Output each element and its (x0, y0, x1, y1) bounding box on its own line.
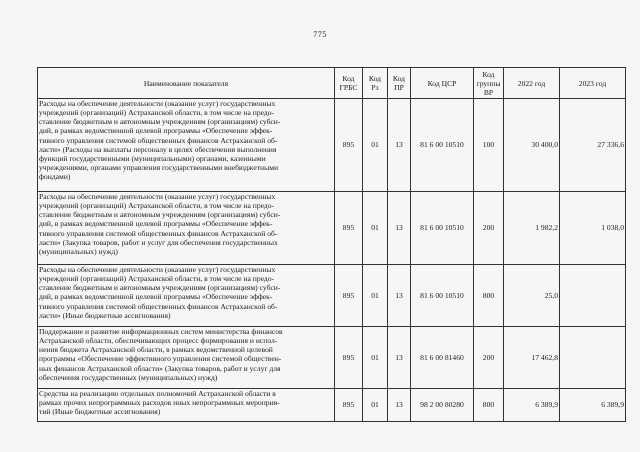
cell-rz: 01 (363, 192, 388, 265)
col-header-csr: Код ЦСР (411, 68, 474, 99)
budget-table (37, 67, 626, 422)
cell-2022: 6 389,9 (504, 389, 560, 422)
table-row (38, 265, 626, 327)
col-header-name: Наименование показателя (38, 68, 335, 99)
cell-rz: 01 (363, 389, 388, 422)
cell-2023 (560, 265, 626, 327)
cell-2023: 1 038,0 (560, 192, 626, 265)
cell-pr: 13 (388, 265, 411, 327)
cell-rz: 01 (363, 99, 388, 192)
cell-2023: 27 336,6 (560, 99, 626, 192)
cell-2022: 30 400,0 (504, 99, 560, 192)
cell-grbs: 895 (335, 389, 363, 422)
cell-pr: 13 (388, 192, 411, 265)
cell-pr: 13 (388, 327, 411, 389)
cell-grbs: 895 (335, 327, 363, 389)
cell-pr: 13 (388, 389, 411, 422)
cell-csr: 81 6 00 81460 (411, 327, 474, 389)
cell-name: Поддержание и развитие информационных систем министерства финансов Астраханской области, обеспечивающих процесс формирования и испол- нения бюджета Астраханской области, в рамках ведомственной целевой программы «Обеспечение эффективного управления системой обществен- ных финансов Астраханской области» (Закупка товаров, работ и услуг для обеспечения государственных (муниципальных) нужд) (38, 327, 335, 389)
cell-rz: 01 (363, 265, 388, 327)
col-header-vr: Код группы ВР (474, 68, 504, 99)
cell-name: Расходы на обеспечение деятельности (оказание услуг) государственных учреждений (организаций) Астраханской области, в том числе на предо- ставление бюджетным и автономным учреждениям (организациям) субси- дий, в рамках ведомственной целевой программы «Обеспечение эффек- тивного управления системой общественных финансов Астраханской об- ласти» (Закупка товаров, работ и услуг для обеспечения государственных (муниципальных) нужд) (38, 192, 335, 265)
cell-2022: 17 462,8 (504, 327, 560, 389)
cell-pr: 13 (388, 99, 411, 192)
cell-name: Средства на реализацию отдельных полномочий Астраханской области в рамках прочих непрограммных расходов иных непрограммных мероприя- тий (Иные бюджетные ассигнования) (38, 389, 335, 422)
cell-name: Расходы на обеспечение деятельности (оказание услуг) государственных учреждений (организаций) Астраханской области, в том числе на предо- ставление бюджетным и автономным учреждениям (организациям) субси- дий, в рамках ведомственной целевой программы «Обеспечение эффек- тивного управления системой общественных финансов Астраханской об- ласти» (Иные бюджетные ассигнования) (38, 265, 335, 327)
col-header-2022: 2022 год (504, 68, 560, 99)
cell-csr: 81 6 00 10510 (411, 192, 474, 265)
cell-csr: 98 2 00 80280 (411, 389, 474, 422)
cell-grbs: 895 (335, 192, 363, 265)
table-row (38, 192, 626, 265)
cell-vr: 800 (474, 389, 504, 422)
table-row (38, 327, 626, 389)
table-header-row (38, 68, 626, 99)
cell-vr: 800 (474, 265, 504, 327)
cell-grbs: 895 (335, 99, 363, 192)
cell-rz: 01 (363, 327, 388, 389)
col-header-pr: Код ПР (388, 68, 411, 99)
table-row (38, 99, 626, 192)
col-header-rz: Код Рз (363, 68, 388, 99)
cell-vr: 200 (474, 327, 504, 389)
cell-vr: 100 (474, 99, 504, 192)
cell-2023: 6 389,9 (560, 389, 626, 422)
cell-vr: 200 (474, 192, 504, 265)
cell-2022: 25,0 (504, 265, 560, 327)
page-number: 775 (313, 30, 327, 39)
cell-csr: 81 6 00 10510 (411, 99, 474, 192)
cell-csr: 81 6 00 10510 (411, 265, 474, 327)
cell-2022: 1 982,2 (504, 192, 560, 265)
cell-2023 (560, 327, 626, 389)
cell-grbs: 895 (335, 265, 363, 327)
cell-name: Расходы на обеспечение деятельности (оказание услуг) государственных учреждений (организаций) Астраханской области, в том числе на предо- ставление бюджетным и автономным учреждениям (организациям) субси- дий, в рамках ведомственной целевой программы «Обеспечение эффек- тивного управления системой общественных финансов Астраханской об- ласти» (Расходы на выплаты персоналу в целях обеспечения выполнения функций государственными (муниципальными) органами, казенными учреждениями, органами управления государственными внебюджетными фондами) (38, 99, 335, 192)
col-header-grbs: Код ГРБС (335, 68, 363, 99)
table-row (38, 389, 626, 422)
col-header-2023: 2023 год (560, 68, 626, 99)
